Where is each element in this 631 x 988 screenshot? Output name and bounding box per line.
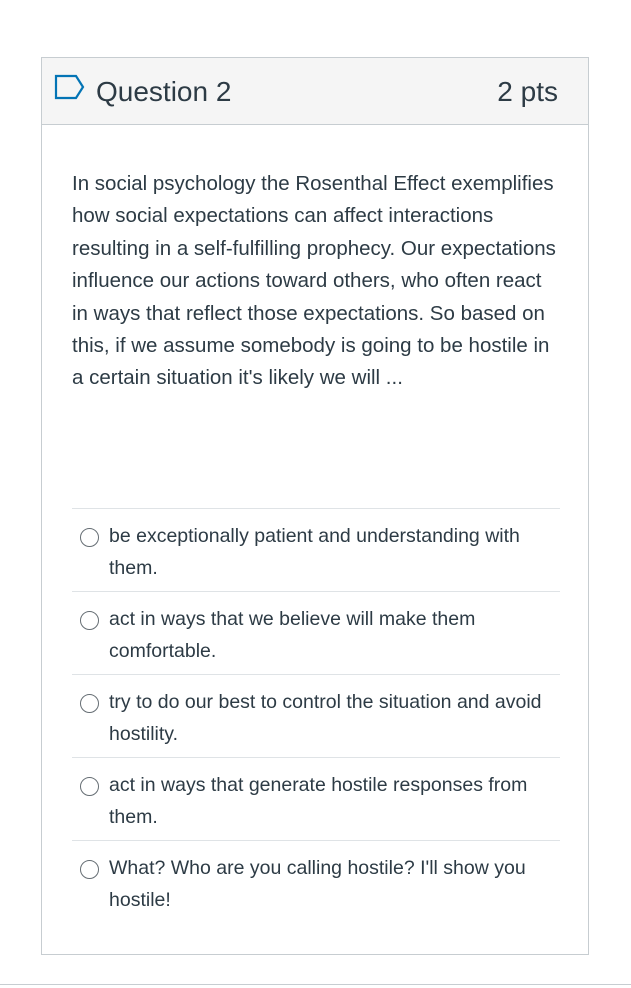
answer-label[interactable]: try to do our best to control the situation and avoid hostility. [109, 691, 542, 745]
answer-option-1[interactable] [72, 508, 560, 591]
radio-button[interactable] [80, 694, 99, 713]
question-card [41, 57, 589, 955]
radio-button[interactable] [80, 528, 99, 547]
radio-button[interactable] [80, 860, 99, 879]
radio-button[interactable] [80, 777, 99, 796]
question-points: 2 pts [497, 76, 558, 107]
flag-question-icon[interactable] [54, 74, 86, 100]
answer-option-2[interactable] [72, 591, 560, 674]
answer-label[interactable]: act in ways that generate hostile responses from them. [109, 774, 528, 828]
answer-option-5[interactable] [72, 840, 560, 923]
answer-label[interactable]: be exceptionally patient and understanding with them. [109, 525, 520, 579]
answer-label[interactable]: What? Who are you calling hostile? I'll show you hostile! [109, 857, 526, 911]
answer-list [72, 508, 560, 923]
answer-option-4[interactable] [72, 757, 560, 840]
question-text: In social psychology the Rosenthal Effect exemplifies how social expectations can affect interactions resulting in a self-fulfilling prophecy. Our expectations influence our actions toward others, who often react in ways that reflect those expectations. So based on this, if we assume somebody is going to be hostile in a certain situation it's likely we will ... [72, 172, 556, 390]
question-title: Question 2 [96, 76, 232, 107]
question-header [42, 58, 588, 125]
radio-button[interactable] [80, 611, 99, 630]
answer-label[interactable]: act in ways that we believe will make them comfortable. [109, 608, 476, 662]
answer-option-3[interactable] [72, 674, 560, 757]
page-divider [0, 984, 631, 985]
